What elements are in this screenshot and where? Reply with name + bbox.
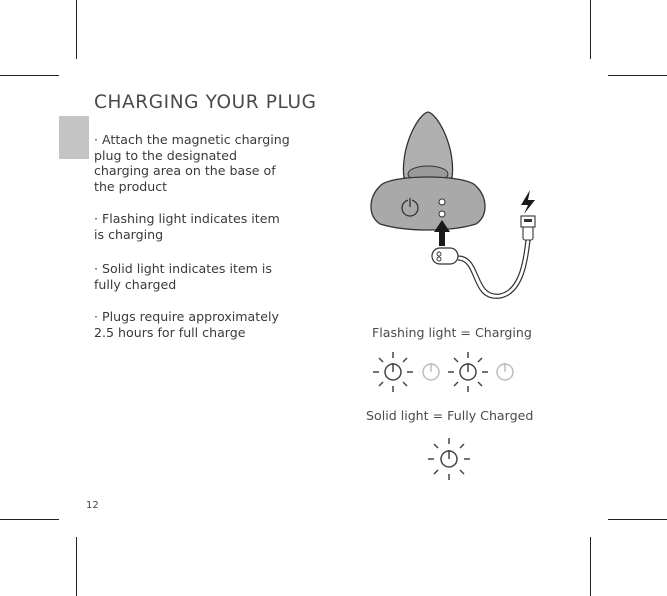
bullet-item: · Flashing light indicates item is charging bbox=[94, 211, 280, 242]
charging-contact bbox=[439, 199, 445, 205]
bullet-item: · Plugs require approximately 2.5 hours for full charge bbox=[94, 309, 279, 340]
usb-connector-icon bbox=[521, 216, 535, 240]
solid-caption: Solid light = Fully Charged bbox=[366, 408, 534, 423]
bullet-item: · Attach the magnetic charging plug to the designated charging area on the base of the product bbox=[94, 132, 290, 194]
crop-mark bbox=[590, 0, 591, 59]
crop-mark bbox=[608, 519, 667, 520]
plug-base bbox=[371, 177, 485, 230]
flashing-caption: Flashing light = Charging bbox=[372, 325, 532, 340]
crop-mark bbox=[0, 75, 59, 76]
plug-product-illustration bbox=[370, 108, 550, 308]
crop-mark bbox=[0, 519, 59, 520]
charging-contact bbox=[439, 211, 445, 217]
lightning-icon bbox=[521, 190, 535, 214]
solid-light-icon bbox=[425, 435, 473, 483]
light-on-icon bbox=[448, 352, 488, 392]
magnetic-connector bbox=[432, 248, 458, 264]
crop-mark bbox=[590, 537, 591, 596]
light-on-icon bbox=[373, 352, 413, 392]
crop-mark bbox=[608, 75, 667, 76]
crop-mark bbox=[76, 0, 77, 59]
light-off-icon bbox=[423, 363, 439, 380]
page-number: 12 bbox=[86, 500, 99, 511]
light-off-icon bbox=[497, 363, 513, 380]
flashing-light-sequence bbox=[365, 350, 525, 394]
page-title: CHARGING YOUR PLUG bbox=[94, 92, 317, 113]
crop-mark bbox=[76, 537, 77, 596]
section-tab bbox=[59, 116, 89, 159]
charging-cable bbox=[458, 240, 526, 294]
bullet-item: · Solid light indicates item is fully charged bbox=[94, 261, 272, 292]
